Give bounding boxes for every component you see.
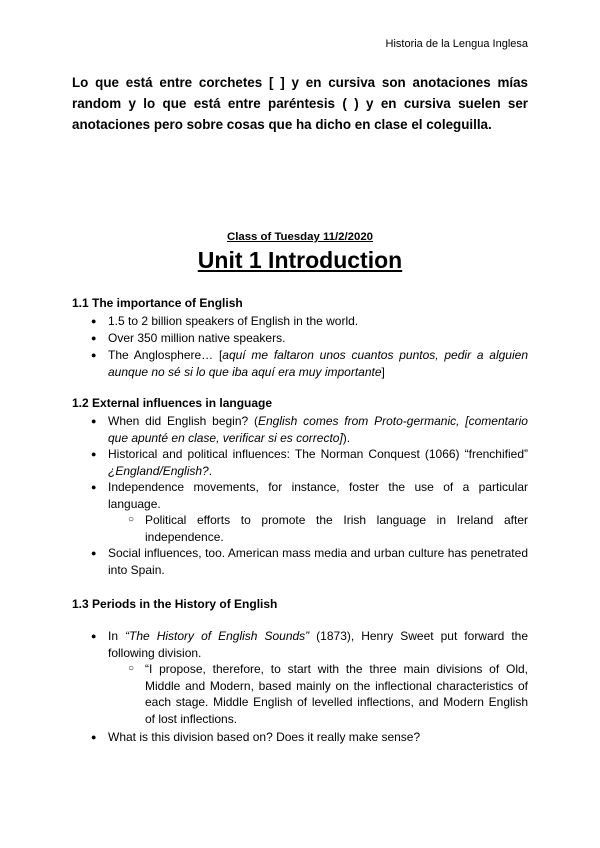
bullet-icon: ● <box>91 732 97 742</box>
sub-list-item: ○ “I propose, therefore, to start with the three main divisions of Old, Middle and Modern, based mainly on the inflectional characteristics of each stage. Middle English of levelled inflections, and Modern English of lost inflections. <box>128 662 528 726</box>
intro-note: Lo que está entre corchetes [ ] y en cursiva son anotaciones mías random y lo que está entre paréntesis ( ) y en cursiva suelen ser anotaciones pero sobre cosas que ha dicho en clase el coleguilla. <box>72 75 528 132</box>
bullet-icon: ● <box>91 548 97 558</box>
running-header: Historia de la Lengua Inglesa <box>385 38 528 50</box>
bullet-icon: ● <box>91 333 97 343</box>
bullet-icon: ● <box>91 482 97 492</box>
bullet-icon: ● <box>91 631 97 641</box>
list-item: ● In “The History of English Sounds” (1873), Henry Sweet put forward the following division. <box>91 629 529 660</box>
sub-list-item: ○ Political efforts to promote the Irish language in Ireland after independence. <box>128 513 528 544</box>
list-item: ● The Anglosphere… [aquí me faltaron unos cuantos puntos, pedir a alguien aunque no sé si lo que iba aquí era muy importante] <box>91 348 528 379</box>
bullet-icon: ● <box>91 350 97 360</box>
list-item: ● What is this division based on? Does it really make sense? <box>91 730 421 744</box>
circle-bullet-icon: ○ <box>128 514 135 525</box>
section-heading: 1.1 The importance of English <box>72 296 243 310</box>
unit-title: Unit 1 Introduction <box>197 247 403 273</box>
list-item: ● Independence movements, for instance, foster the use of a particular language. <box>91 480 528 511</box>
section-heading: 1.2 External influences in language <box>72 396 273 410</box>
list-item: ● Over 350 million native speakers. <box>91 331 286 345</box>
list-item: ● When did English begin? (English comes from Proto-germanic, [comentario que apunté en clase, verificar si es correcto]). <box>91 414 528 445</box>
bullet-icon: ● <box>91 449 97 459</box>
bullet-icon: ● <box>91 416 97 426</box>
class-date: Class of Tuesday 11/2/2020 <box>226 231 374 243</box>
list-item: ● Historical and political influences: The Norman Conquest (1066) “frenchified” ¿England/English?. <box>91 447 528 478</box>
list-item: ● Social influences, too. American mass media and urban culture has penetrated into Spain. <box>91 546 528 577</box>
section-heading: 1.3 Periods in the History of English <box>72 597 278 611</box>
circle-bullet-icon: ○ <box>128 663 135 674</box>
list-item: ● 1.5 to 2 billion speakers of English in the world. <box>91 314 359 328</box>
bullet-icon: ● <box>91 316 97 326</box>
